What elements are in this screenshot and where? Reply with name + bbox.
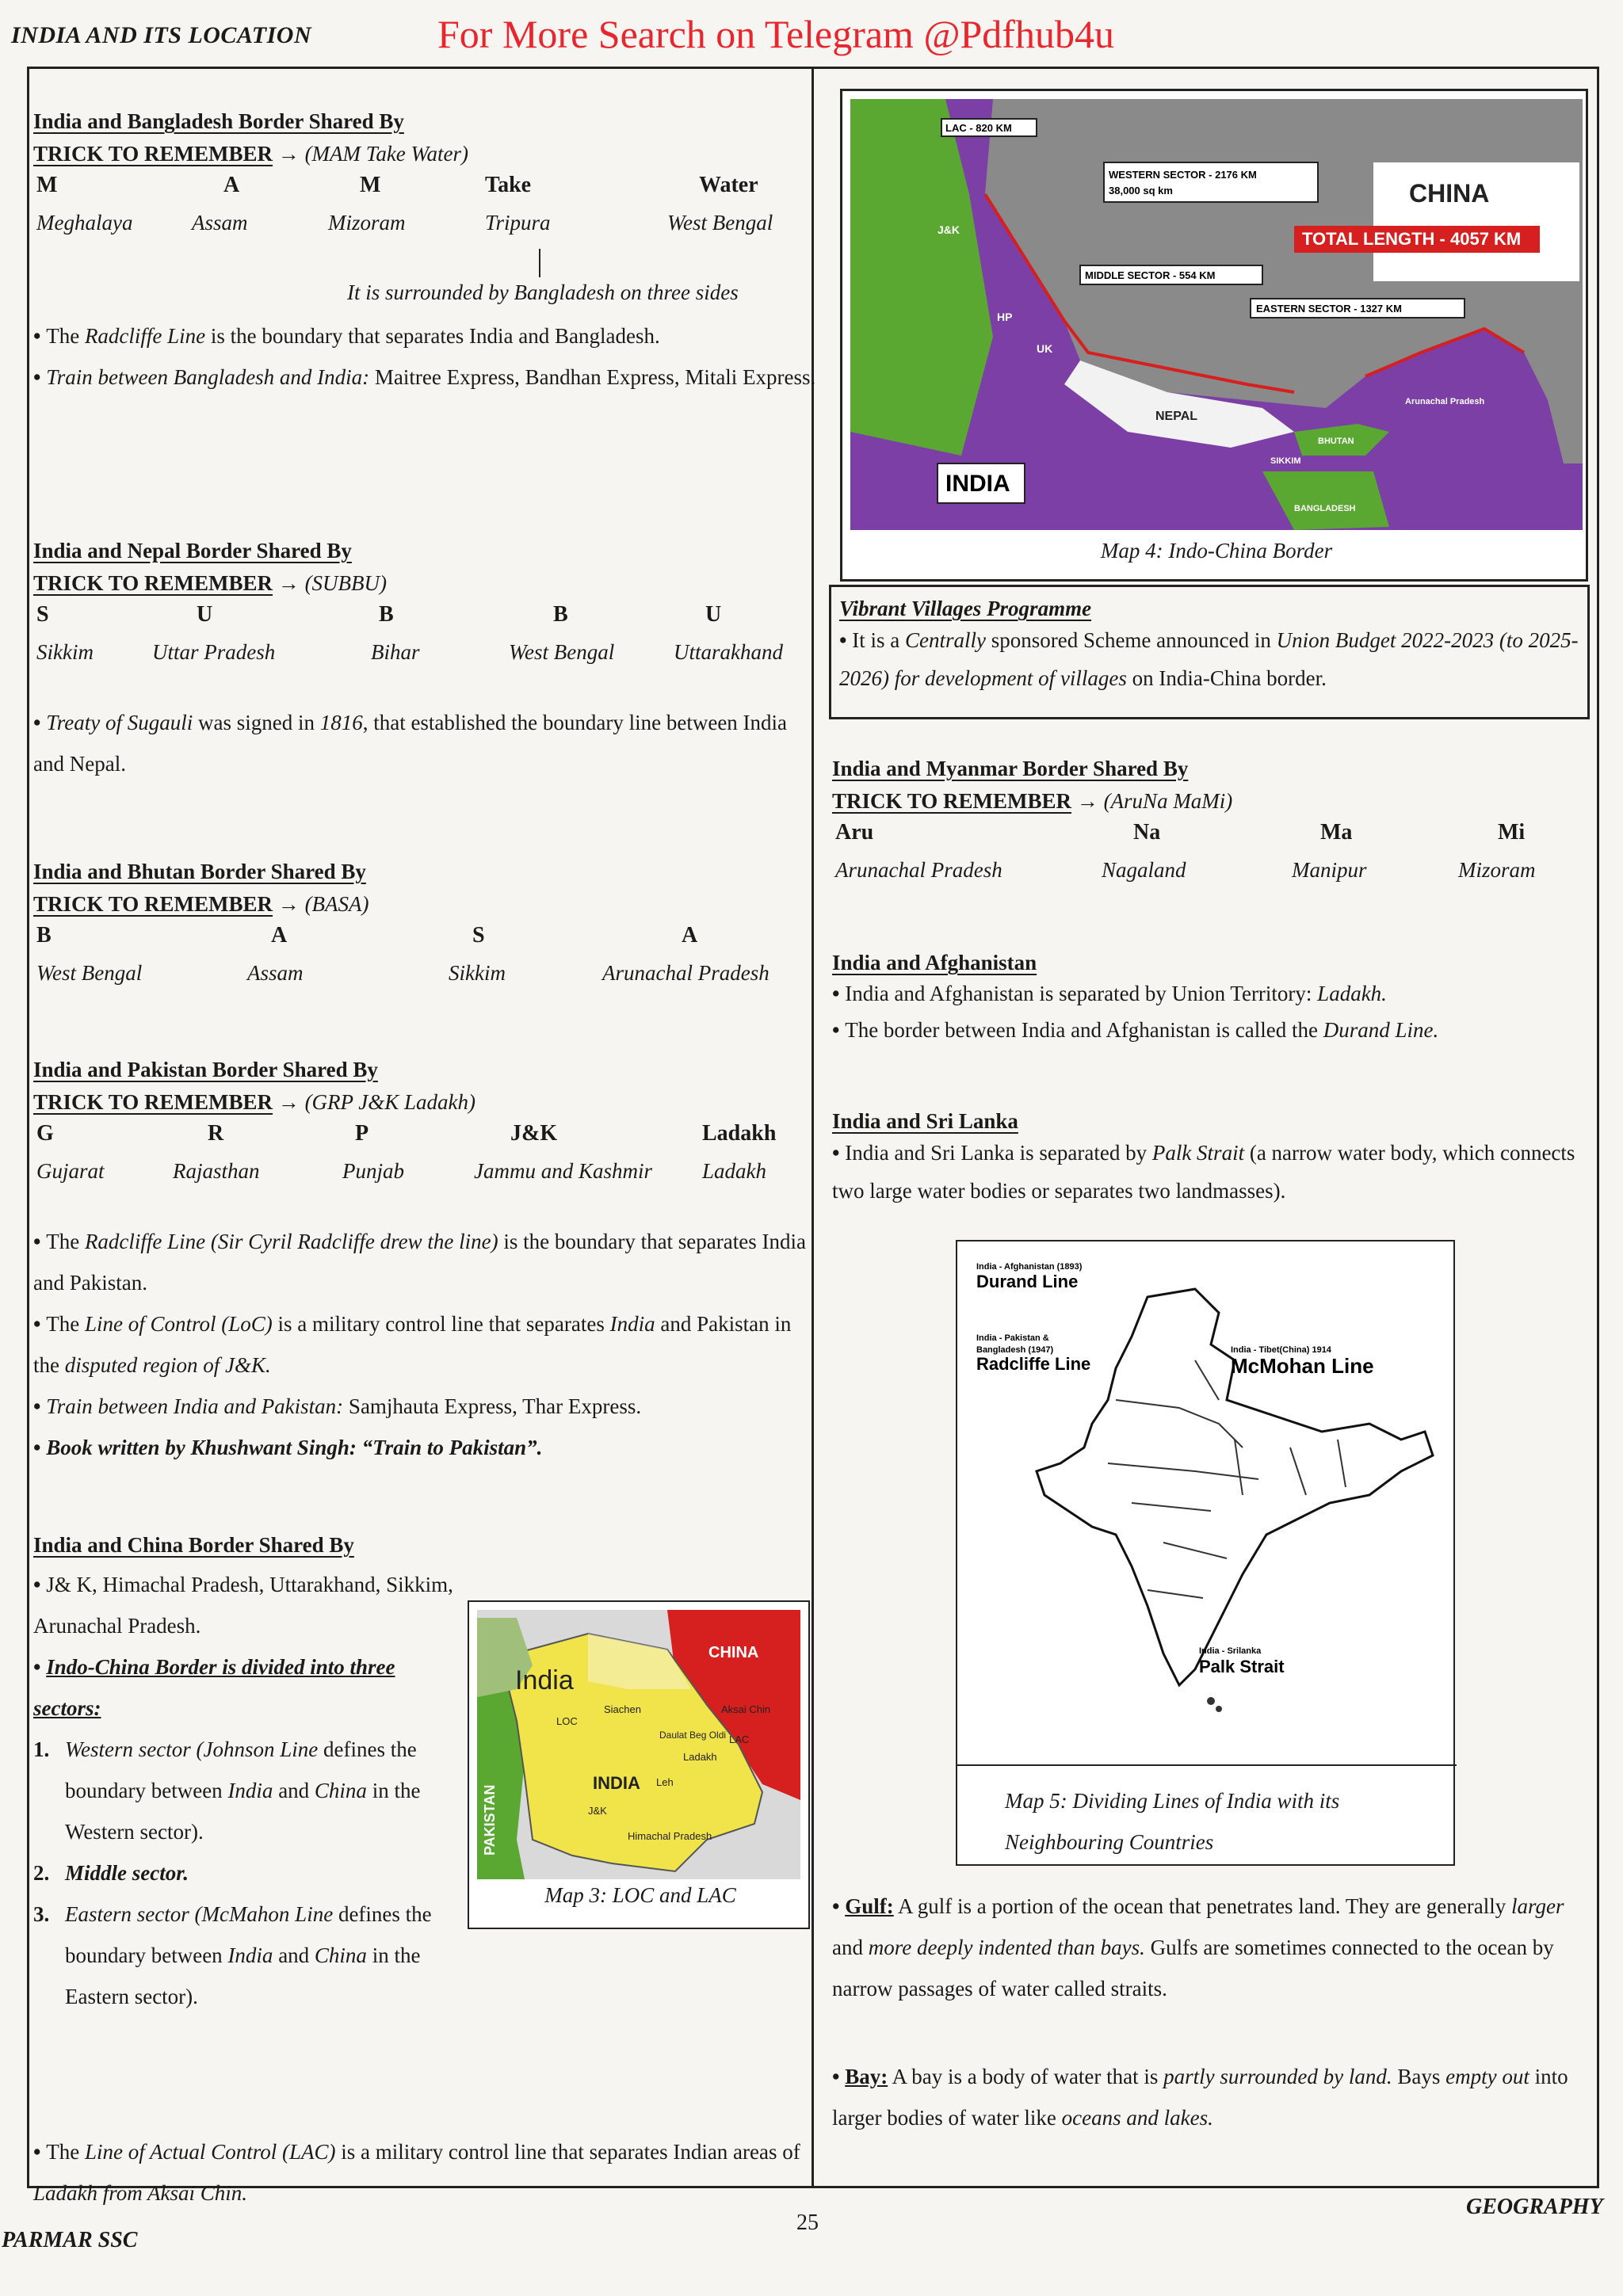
nepal-section: [33, 539, 818, 784]
map3-loc-lac: [469, 1602, 812, 1931]
srilanka-section: [832, 1109, 1585, 1210]
bullet-book: • Book written by Khushwant Singh: “Train to Pakistan”.: [33, 1427, 818, 1468]
bullet-radcliffe-pak: • The Radcliffe Line (Sir Cyril Radcliffe drew the line) is the boundary that separates India and Pakistan.: [33, 1221, 818, 1303]
section-title: India and Bangladesh Border Shared By: [33, 109, 404, 133]
afghanistan-section: [832, 951, 1585, 1048]
trick-code: → (GRP J&K Ladakh): [277, 1090, 476, 1114]
map4-label: CHINA: [1409, 179, 1490, 208]
map3-label: J&K: [588, 1805, 607, 1817]
map3-label: Daulat Beg Oldi: [659, 1730, 727, 1741]
mnemonic-grid: [33, 173, 818, 249]
map4-label: J&K: [938, 223, 960, 236]
mnemonic-state: Assam: [192, 211, 248, 235]
mnemonic-letter: Na: [1133, 820, 1161, 845]
map4-label: INDIA: [945, 471, 1010, 497]
mnemonic-grid: [33, 923, 818, 999]
map4-label: UK: [1037, 342, 1053, 355]
section-title: India and Pakistan Border Shared By: [33, 1058, 378, 1081]
bullet-trains: • Train between Bangladesh and India: Maitree Express, Bandhan Express, Mitali Express.: [33, 357, 818, 398]
mnemonic-letter: R: [208, 1121, 224, 1146]
page-header-left: INDIA AND ITS LOCATION: [11, 22, 312, 48]
map3-label: Leh: [656, 1776, 674, 1788]
map4-frame: [840, 89, 1588, 582]
trick-label: TRICK TO REMEMBER: [832, 789, 1072, 813]
map4-label: BHUTAN: [1318, 437, 1354, 446]
mnemonic-letter: G: [36, 1121, 54, 1146]
map5-label: India - Srilanka: [1199, 1646, 1262, 1656]
mnemonic-grid: [832, 820, 1585, 896]
mnemonic-state: Mizoram: [328, 211, 406, 235]
map4-label: LAC - 820 KM: [945, 122, 1012, 134]
mnemonic-letter: M: [360, 173, 381, 197]
mnemonic-letter: Water: [699, 173, 758, 197]
mnemonic-state: Rajasthan: [173, 1159, 260, 1183]
trick-label: TRICK TO REMEMBER: [33, 571, 273, 595]
trick-line: [33, 571, 818, 596]
bullet-palk: • India and Sri Lanka is separated by Palk Strait (a narrow water body, which connects two large water bodies or separates two landmasses).: [832, 1134, 1585, 1210]
mnemonic-state: West Bengal: [509, 640, 615, 664]
mnemonic-state: Uttar Pradesh: [152, 640, 276, 664]
map4-label: BANGLADESH: [1294, 504, 1356, 513]
map4-indo-china-border: [850, 99, 1595, 543]
bangladesh-section: [33, 109, 818, 398]
sector-eastern: 3. Eastern sector (McMahon Line defines the boundary between India and China in the Eastern sector).: [33, 1902, 432, 2008]
myanmar-section: [832, 757, 1585, 896]
section-title: India and Afghanistan: [832, 951, 1037, 974]
mnemonic-letter: Aru: [835, 820, 874, 845]
telegram-banner: For More Search on Telegram @Pdfhub4u: [437, 12, 1114, 56]
mnemonic-state: Sikkim: [36, 640, 94, 664]
mnemonic-state: Meghalaya: [36, 211, 133, 235]
section-title: India and Myanmar Border Shared By: [832, 757, 1189, 780]
bullet-gulf: • Gulf: A gulf is a portion of the ocean that penetrates land. They are generally larger and more deeply indented than bays. Gulfs are sometimes connected to the ocean by narrow passages of water called straits.: [832, 1886, 1585, 2009]
mnemonic-letter: Mi: [1498, 820, 1526, 845]
bullet-loc: • The Line of Control (LoC) is a military control line that separates India and Pakistan in the disputed region of J&K.: [33, 1303, 818, 1386]
map5-label: Palk Strait: [1199, 1657, 1285, 1676]
map3-label: India: [515, 1665, 574, 1695]
section-title: India and Nepal Border Shared By: [33, 539, 352, 563]
map5-label: McMohan Line: [1231, 1354, 1374, 1378]
bullet-vvp: • It is a Centrally sponsored Scheme announced in Union Budget 2022-2023 (to 2025-2026) for development of villages on India-China border.: [839, 621, 1579, 697]
mnemonic-state: Uttarakhand: [674, 640, 783, 664]
map4-label: WESTERN SECTOR - 2176 KM: [1109, 169, 1257, 181]
vvp-box: [829, 585, 1590, 719]
mnemonic-letter: A: [223, 173, 240, 197]
lac-paragraph: [33, 2131, 810, 2214]
trick-code: → (AruNa MaMi): [1076, 789, 1233, 813]
bullet-bay: • Bay: A bay is a body of water that is partly surrounded by land. Bays empty out into larger bodies of water like oceans and lakes.: [832, 2056, 1585, 2138]
trick-label: TRICK TO REMEMBER: [33, 142, 273, 166]
bullet-radcliffe: • The Radcliffe Line is the boundary that separates India and Bangladesh.: [33, 315, 818, 357]
mnemonic-state: West Bengal: [36, 961, 143, 985]
mnemonic-state: Tripura: [485, 211, 551, 235]
mnemonic-letter: A: [682, 923, 698, 948]
trick-code: → (MAM Take Water): [277, 142, 469, 166]
mnemonic-state: Arunachal Pradesh: [835, 858, 1002, 882]
section-title: Vibrant Villages Programme: [839, 597, 1092, 620]
map5-caption: Map 5: Dividing Lines of India with its Neighbouring Countries: [1005, 1789, 1340, 1854]
map4-label: Arunachal Pradesh: [1405, 397, 1485, 406]
footer-publisher: PARMAR SSC: [2, 2228, 138, 2252]
map3-label: CHINA: [708, 1644, 759, 1661]
map3-label: Aksai Chin: [721, 1703, 771, 1715]
mnemonic-state: Bihar: [371, 640, 420, 664]
china-section: [33, 1533, 461, 2017]
map5-label: India - Afghanistan (1893): [976, 1262, 1083, 1272]
map4-caption: Map 4: Indo-China Border: [1100, 539, 1333, 563]
trick-line: [33, 142, 818, 166]
bullet-sugauli: • Treaty of Sugauli was signed in 1816, that established the boundary line between India and Nepal.: [33, 702, 818, 784]
mnemonic-state: Ladakh: [702, 1159, 766, 1183]
map5-label: Bangladesh (1947): [976, 1345, 1054, 1355]
mnemonic-state: Jammu and Kashmir: [474, 1159, 653, 1183]
map3-label: PAKISTAN: [482, 1784, 498, 1855]
map4-label: SIKKIM: [1270, 456, 1301, 466]
mnemonic-letter: Take: [485, 173, 532, 197]
map4-label: EASTERN SECTOR - 1327 KM: [1256, 303, 1402, 315]
map3-label: Siachen: [604, 1703, 641, 1715]
mnemonic-letter: B: [36, 923, 52, 948]
mnemonic-state: Arunachal Pradesh: [602, 961, 769, 985]
page-number: 25: [796, 2210, 819, 2235]
trick-label: TRICK TO REMEMBER: [33, 1090, 273, 1114]
map4-label: HP: [997, 311, 1013, 323]
section-title: India and China Border Shared By: [33, 1533, 354, 1557]
bullet-trains-pak: • Train between India and Pakistan: Samjhauta Express, Thar Express.: [33, 1386, 818, 1427]
map5-label: India - Pakistan &: [976, 1333, 1049, 1343]
map5-frame: [956, 1240, 1455, 1866]
map5-label: Durand Line: [976, 1272, 1079, 1291]
trick-code: → (BASA): [277, 892, 369, 916]
sector-western: 1. Western sector (Johnson Line defines the boundary between India and China in the Western sector).: [33, 1737, 421, 1844]
mnemonic-letter: U: [197, 602, 213, 627]
mnemonic-letter: Ladakh: [702, 1121, 777, 1146]
map4-label: MIDDLE SECTOR - 554 KM: [1085, 269, 1216, 281]
mnemonic-grid: [33, 1121, 818, 1197]
bullet-sectors: • Indo-China Border is divided into three sectors:: [33, 1646, 461, 1729]
gulf-section: [832, 1886, 1585, 2009]
bhutan-section: [33, 860, 818, 999]
bullet-durand: • The border between India and Afghanistan is called the Durand Line.: [832, 1012, 1585, 1048]
mnemonic-letter: P: [355, 1121, 369, 1146]
map3-label: LAC: [729, 1733, 750, 1745]
mnemonic-letter: M: [36, 173, 58, 197]
mnemonic-state: Sikkim: [449, 961, 506, 985]
mnemonic-letter: A: [271, 923, 288, 948]
mnemonic-state: West Bengal: [667, 211, 773, 235]
map3-label: INDIA: [593, 1773, 640, 1793]
section-title: India and Bhutan Border Shared By: [33, 860, 366, 883]
map3-caption: Map 3: LOC and LAC: [544, 1883, 736, 1907]
sector-middle: 2. Middle sector.: [33, 1861, 189, 1885]
mnemonic-letter: S: [472, 923, 485, 948]
mnemonic-state: Manipur: [1292, 858, 1367, 882]
mnemonic-state: Gujarat: [36, 1159, 105, 1183]
map5-label: India - Tibet(China) 1914: [1231, 1345, 1331, 1355]
mnemonic-state: Punjab: [342, 1159, 404, 1183]
mnemonic-letter: B: [553, 602, 568, 627]
map5-label: Radcliffe Line: [976, 1354, 1091, 1374]
map4-label: NEPAL: [1155, 410, 1198, 423]
bullet-china-states: • J& K, Himachal Pradesh, Uttarakhand, Sikkim, Arunachal Pradesh.: [33, 1564, 461, 1646]
surrounded-note: It is surrounded by Bangladesh on three sides: [347, 280, 739, 304]
section-title: India and Sri Lanka: [832, 1109, 1018, 1133]
bay-section: [832, 2056, 1585, 2138]
map3-label: Ladakh: [683, 1751, 717, 1763]
mnemonic-letter: J&K: [510, 1121, 558, 1146]
mnemonic-letter: Ma: [1320, 820, 1353, 845]
bullet-lac: • The Line of Actual Control (LAC) is a military control line that separates Indian areas of Ladakh from Aksai Chin.: [33, 2131, 810, 2214]
map4-label: TOTAL LENGTH - 4057 KM: [1302, 229, 1522, 249]
map3-label: LOC: [556, 1715, 578, 1727]
map4-label: 38,000 sq km: [1109, 185, 1173, 196]
trick-line: [33, 1090, 818, 1115]
mnemonic-state: Nagaland: [1102, 858, 1186, 882]
trick-line: [832, 789, 1585, 814]
footer-subject: GEOGRAPHY: [1466, 2195, 1603, 2219]
pakistan-section: [33, 1058, 818, 1468]
trick-code: → (SUBBU): [277, 571, 388, 595]
mnemonic-letter: B: [379, 602, 394, 627]
mnemonic-letter: S: [36, 602, 49, 627]
mnemonic-letter: U: [705, 602, 722, 627]
mnemonic-state: Assam: [247, 961, 304, 985]
bullet-afghan-ladakh: • India and Afghanistan is separated by Union Territory: Ladakh.: [832, 975, 1585, 1012]
trick-label: TRICK TO REMEMBER: [33, 892, 273, 916]
map3-frame: [468, 1600, 810, 1929]
map3-label: Himachal Pradesh: [628, 1830, 712, 1842]
mnemonic-grid: [33, 602, 818, 678]
mnemonic-state: Mizoram: [1458, 858, 1536, 882]
map5-dividing-lines: [957, 1241, 1457, 1749]
trick-line: [33, 892, 818, 917]
